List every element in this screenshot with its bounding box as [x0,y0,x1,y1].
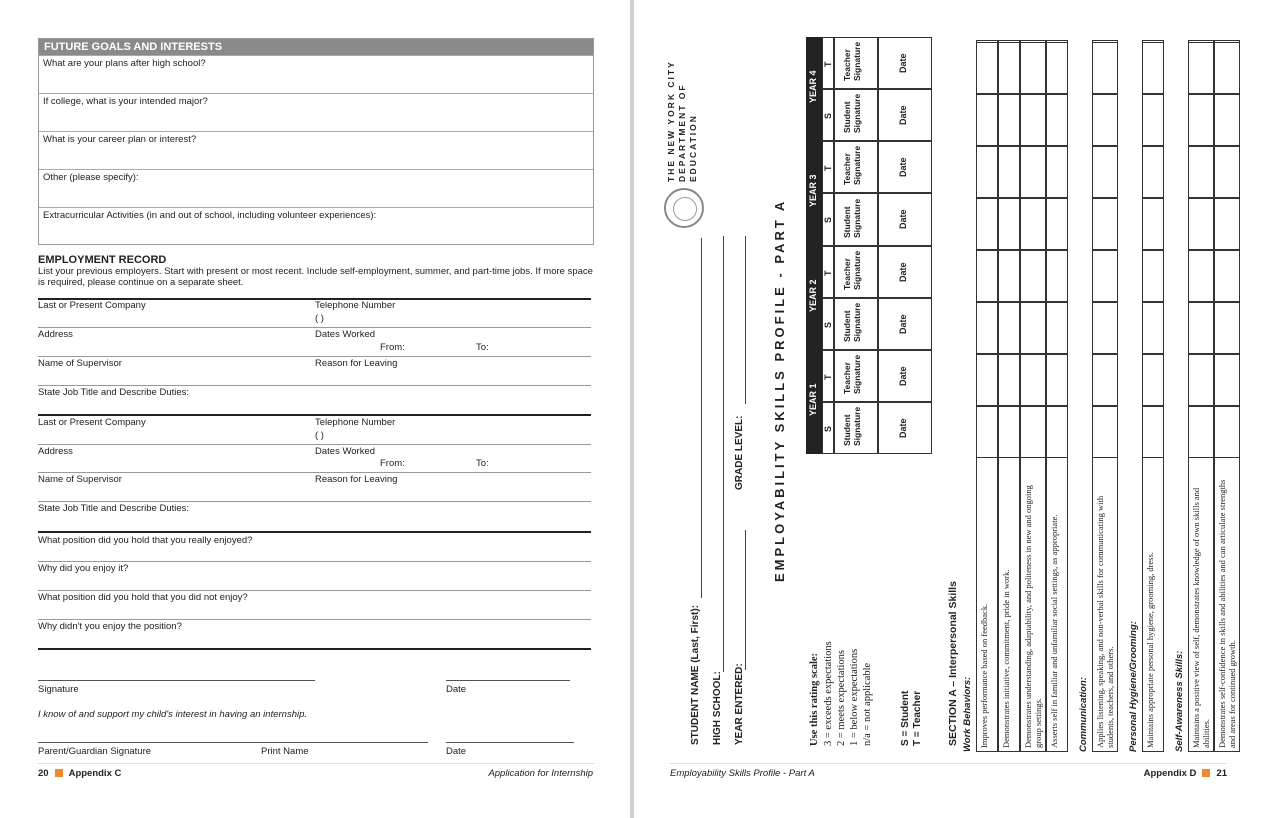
rating-cell[interactable] [1214,94,1240,146]
parent-date-label: Date [446,746,467,757]
student-signature-label: Student [842,414,852,446]
rating-cell[interactable] [998,94,1020,146]
rating-cell[interactable] [1092,354,1118,406]
rating-cell[interactable] [1188,94,1214,146]
future-goals-section [38,38,594,245]
rating-cell[interactable] [1188,406,1214,458]
teacher-signature-label: Teacher [842,153,852,186]
rating-cell[interactable] [1188,198,1214,250]
appendix-label-right: Appendix D [1143,768,1197,779]
rating-cell[interactable] [1046,42,1068,94]
rating-cell[interactable] [1020,354,1046,406]
print-name-label: Print Name [261,746,309,757]
left-page [0,0,630,818]
rating-scale-2: 2 = meets expectations [836,649,847,746]
reason-leaving-field-1[interactable]: Reason for Leaving [315,358,398,369]
student-marker: S [823,425,833,432]
rating-cell[interactable] [1092,302,1118,354]
rating-cell[interactable] [1046,406,1068,458]
category-label: Work Behaviors: [962,676,973,752]
signature-label: Signature [38,684,79,695]
footer-document-title-right: Employability Skills Profile - Part A [670,768,815,779]
divider [38,472,591,473]
rating-cell[interactable] [998,406,1020,458]
date-label: Date [898,53,908,74]
rating-cell[interactable] [1092,146,1118,198]
future-goals-header: FUTURE GOALS AND INTERESTS [39,39,593,55]
teacher-signature-label: Signature [852,354,862,394]
category-label: Personal Hygiene/Grooming: [1128,621,1139,752]
rating-cell[interactable] [976,42,998,94]
telephone-paren-2: ( ) [315,430,324,441]
high-school-label: HIGH SCHOOL: [712,671,723,745]
student-legend: S = Student [900,690,911,746]
year-label-1: YEAR 1 [808,383,818,416]
rating-cell[interactable] [1142,42,1164,94]
appendix-label: Appendix C [68,768,122,779]
rating-cell[interactable] [998,146,1020,198]
right-footer [1144,768,1227,779]
telephone-field-1[interactable]: Telephone Number [315,300,396,311]
rating-cell[interactable] [1188,354,1214,406]
rating-scale-na: n/a = not applicable [862,662,873,746]
rating-cell[interactable] [1046,198,1068,250]
rating-cell[interactable] [976,94,998,146]
rating-cell[interactable] [1020,146,1046,198]
goal-extracurricular-field[interactable]: Extracurricular Activities (in and out of school, including volunteer experiences): [39,207,593,245]
grade-level-label: GRADE LEVEL: [734,415,745,490]
rating-cell[interactable] [1046,354,1068,406]
from-label-2: From: [380,458,405,469]
date-label: Date [898,209,908,230]
teacher-marker: T [823,165,833,172]
rating-cell[interactable] [998,42,1020,94]
divider [38,385,591,386]
teacher-signature-label: Teacher [842,257,852,290]
rating-cell[interactable] [1142,146,1164,198]
teacher-signature-label: Teacher [842,361,852,394]
rating-cell[interactable] [998,198,1020,250]
skill-text: Maintains appropriate personal hygiene, grooming, dress. [1145,552,1155,748]
from-label-1: From: [380,342,405,353]
divider [38,531,591,533]
student-signature-label: Signature [852,198,862,238]
rating-cell[interactable] [1046,94,1068,146]
parent-date-line[interactable] [446,742,574,743]
rating-cell[interactable] [1214,198,1240,250]
rating-cell[interactable] [1020,250,1046,302]
question-why-enjoyed[interactable]: Why did you enjoy it? [38,563,129,574]
skill-text: Demonstrates understanding, adaptability, and politeness in new and ongoing group settings. [1023,485,1043,748]
skill-text: Maintains a positive view of self, demonstrates knowledge of own skills and abilities. [1191,487,1211,748]
skill-text: Applies listening, speaking, and non-verbal skills for communicating with students, teachers, and others. [1095,495,1115,748]
high-school-line[interactable] [723,236,724,672]
supervisor-field-2[interactable]: Name of Supervisor [38,474,122,485]
rating-cell[interactable] [998,250,1020,302]
doe-seal-icon [664,188,704,228]
student-signature-label: Student [842,310,852,342]
student-signature-label: Signature [852,302,862,342]
student-name-line[interactable] [701,238,702,598]
category-label: Self-Awareness Skills: [1174,650,1185,752]
goal-career-field[interactable]: What is your career plan or interest? [39,131,593,169]
rating-cell[interactable] [1188,250,1214,302]
student-marker: S [823,217,833,224]
date-label: Date [898,366,908,386]
rating-cell[interactable] [1214,354,1240,406]
parent-signature-label: Parent/Guardian Signature [38,746,152,757]
telephone-field-2[interactable]: Telephone Number [315,417,396,428]
question-not-enjoyed-position[interactable]: What position did you hold that you did not enjoy? [38,592,248,603]
parent-signature-line[interactable] [38,742,428,743]
rating-cell[interactable] [1142,302,1164,354]
rating-cell[interactable] [1142,354,1164,406]
orange-square-icon [55,769,63,777]
skill-text: Demonstrates initiative, commitment, pride in work. [1001,569,1011,748]
date-label: Date [898,262,908,282]
rating-cell[interactable] [1214,146,1240,198]
rating-cell[interactable] [1020,94,1046,146]
rating-cell[interactable] [1188,146,1214,198]
student-signature-label: Student [842,101,852,134]
question-why-not-enjoyed[interactable]: Why didn't you enjoy the position? [38,621,182,632]
teacher-marker: T [823,270,833,276]
company-field-2[interactable]: Last or Present Company [38,417,146,428]
rating-cell[interactable] [1020,198,1046,250]
divider [38,356,591,357]
goal-major-field[interactable]: If college, what is your intended major? [39,93,593,131]
rating-cell[interactable] [976,198,998,250]
rating-cell[interactable] [998,302,1020,354]
rating-cell[interactable] [1092,42,1118,94]
company-field-1[interactable]: Last or Present Company [38,300,146,311]
category-label: Communication: [1078,677,1089,752]
rating-cell[interactable] [976,354,998,406]
to-label-1: To: [476,342,489,353]
year-entered-label: YEAR ENTERED: [734,663,745,745]
reason-leaving-field-2[interactable]: Reason for Leaving [315,474,398,485]
footer-document-title: Application for Internship [488,768,593,779]
divider [38,648,591,650]
rating-cell[interactable] [1214,302,1240,354]
rating-cell[interactable] [1142,250,1164,302]
divider [38,444,591,445]
goal-plans-field[interactable]: What are your plans after high school? [39,55,593,93]
telephone-paren-1: ( ) [315,313,324,324]
rating-cell[interactable] [1092,198,1118,250]
year-label-4: YEAR 4 [808,70,818,104]
doe-header: THE NEW YORK CITY DEPARTMENT OF EDUCATION [666,60,698,182]
date-label: Date [446,684,467,695]
footer-rule [38,763,594,764]
orange-square-icon [1202,769,1210,777]
dates-worked-field-2[interactable]: Dates Worked [315,446,376,457]
question-enjoyed-position[interactable]: What position did you hold that you really enjoyed? [38,535,253,546]
rating-cell[interactable] [1020,406,1046,458]
left-footer [38,768,121,779]
date-label: Date [898,105,908,126]
student-signature-label: Signature [852,94,862,134]
teacher-signature-label: Signature [852,41,862,82]
signature-line[interactable] [38,680,315,681]
date-label: Date [898,157,908,178]
employment-instructions: List your previous employers. Start with present or most recent. Include self-employment, summer, and part-time jobs. If more space is required, please continue on a separate sheet. [38,266,593,288]
skill-text: Asserts self in familiar and unfamiliar social settings, as appropriate. [1049,514,1059,748]
rating-cell[interactable] [1020,42,1046,94]
rating-cell[interactable] [1092,406,1118,458]
rating-cell[interactable] [1046,250,1068,302]
rating-cell[interactable] [998,354,1020,406]
teacher-marker: T [823,61,833,68]
rating-cell[interactable] [1214,250,1240,302]
rating-cell[interactable] [1020,302,1046,354]
teacher-marker: T [823,374,833,380]
skill-text: Demonstrates self-confidence in skills and abilities and can articulate strengths and areas for continued growth. [1217,479,1237,748]
rating-cell[interactable] [1214,406,1240,458]
rating-scale-1: 1 = below expectations [849,648,860,746]
rating-cell[interactable] [976,302,998,354]
teacher-signature-label: Teacher [842,49,852,82]
footer-rule [670,763,1226,764]
parent-support-statement: I know of and support my child's interest in having an internship. [38,709,308,720]
rating-cell[interactable] [1046,146,1068,198]
student-signature-label: Signature [852,406,862,446]
supervisor-field-1[interactable]: Name of Supervisor [38,358,122,369]
year-entered-line[interactable] [745,530,746,670]
teacher-legend: T = Teacher [912,690,923,746]
to-label-2: To: [476,458,489,469]
skill-text: Improves performance based on feedback. [979,603,989,748]
page-number-right: 21 [1216,768,1227,779]
grade-level-line[interactable] [745,236,746,404]
divider [38,414,591,416]
employment-record-title: EMPLOYMENT RECORD [38,254,167,266]
rating-cell[interactable] [1214,42,1240,94]
page-number: 20 [38,768,49,779]
address-field-2[interactable]: Address [38,446,73,457]
divider [38,327,591,328]
dates-worked-field-1[interactable]: Dates Worked [315,329,376,340]
section-a-title: SECTION A – Interpersonal Skills [947,581,959,746]
rating-cell[interactable] [1092,94,1118,146]
job-title-field-1[interactable]: State Job Title and Describe Duties: [38,387,190,398]
student-signature-label: Student [842,205,852,238]
rating-cell[interactable] [1092,250,1118,302]
rating-cell[interactable] [1188,42,1214,94]
date-label: Date [898,314,908,334]
year-label-3: YEAR 3 [808,174,818,208]
student-marker: S [823,321,833,328]
rating-scale-title: Use this rating scale: [809,652,820,746]
date-line[interactable] [446,680,570,681]
rating-cell[interactable] [976,406,998,458]
job-title-field-2[interactable]: State Job Title and Describe Duties: [38,503,190,514]
date-label: Date [898,418,908,438]
year-label-2: YEAR 2 [808,279,818,312]
divider [38,619,591,620]
rating-scale-3: 3 = exceeds expectations [823,641,834,746]
rating-cell[interactable] [976,250,998,302]
rating-cell[interactable] [1046,302,1068,354]
rating-cell[interactable] [1142,198,1164,250]
divider [38,501,591,502]
rating-cell[interactable] [1188,302,1214,354]
student-marker: S [823,113,833,120]
divider [38,561,591,562]
address-field-1[interactable]: Address [38,329,73,340]
rating-cell[interactable] [1142,406,1164,458]
student-name-label: STUDENT NAME (Last, First): [690,605,701,745]
rating-cell[interactable] [976,146,998,198]
divider [38,590,591,591]
teacher-signature-label: Signature [852,146,862,186]
rating-cell[interactable] [1142,94,1164,146]
teacher-signature-label: Signature [852,250,862,290]
profile-title: EMPLOYABILITY SKILLS PROFILE - PART A [772,198,787,582]
goal-other-field[interactable]: Other (please specify): [39,169,593,207]
